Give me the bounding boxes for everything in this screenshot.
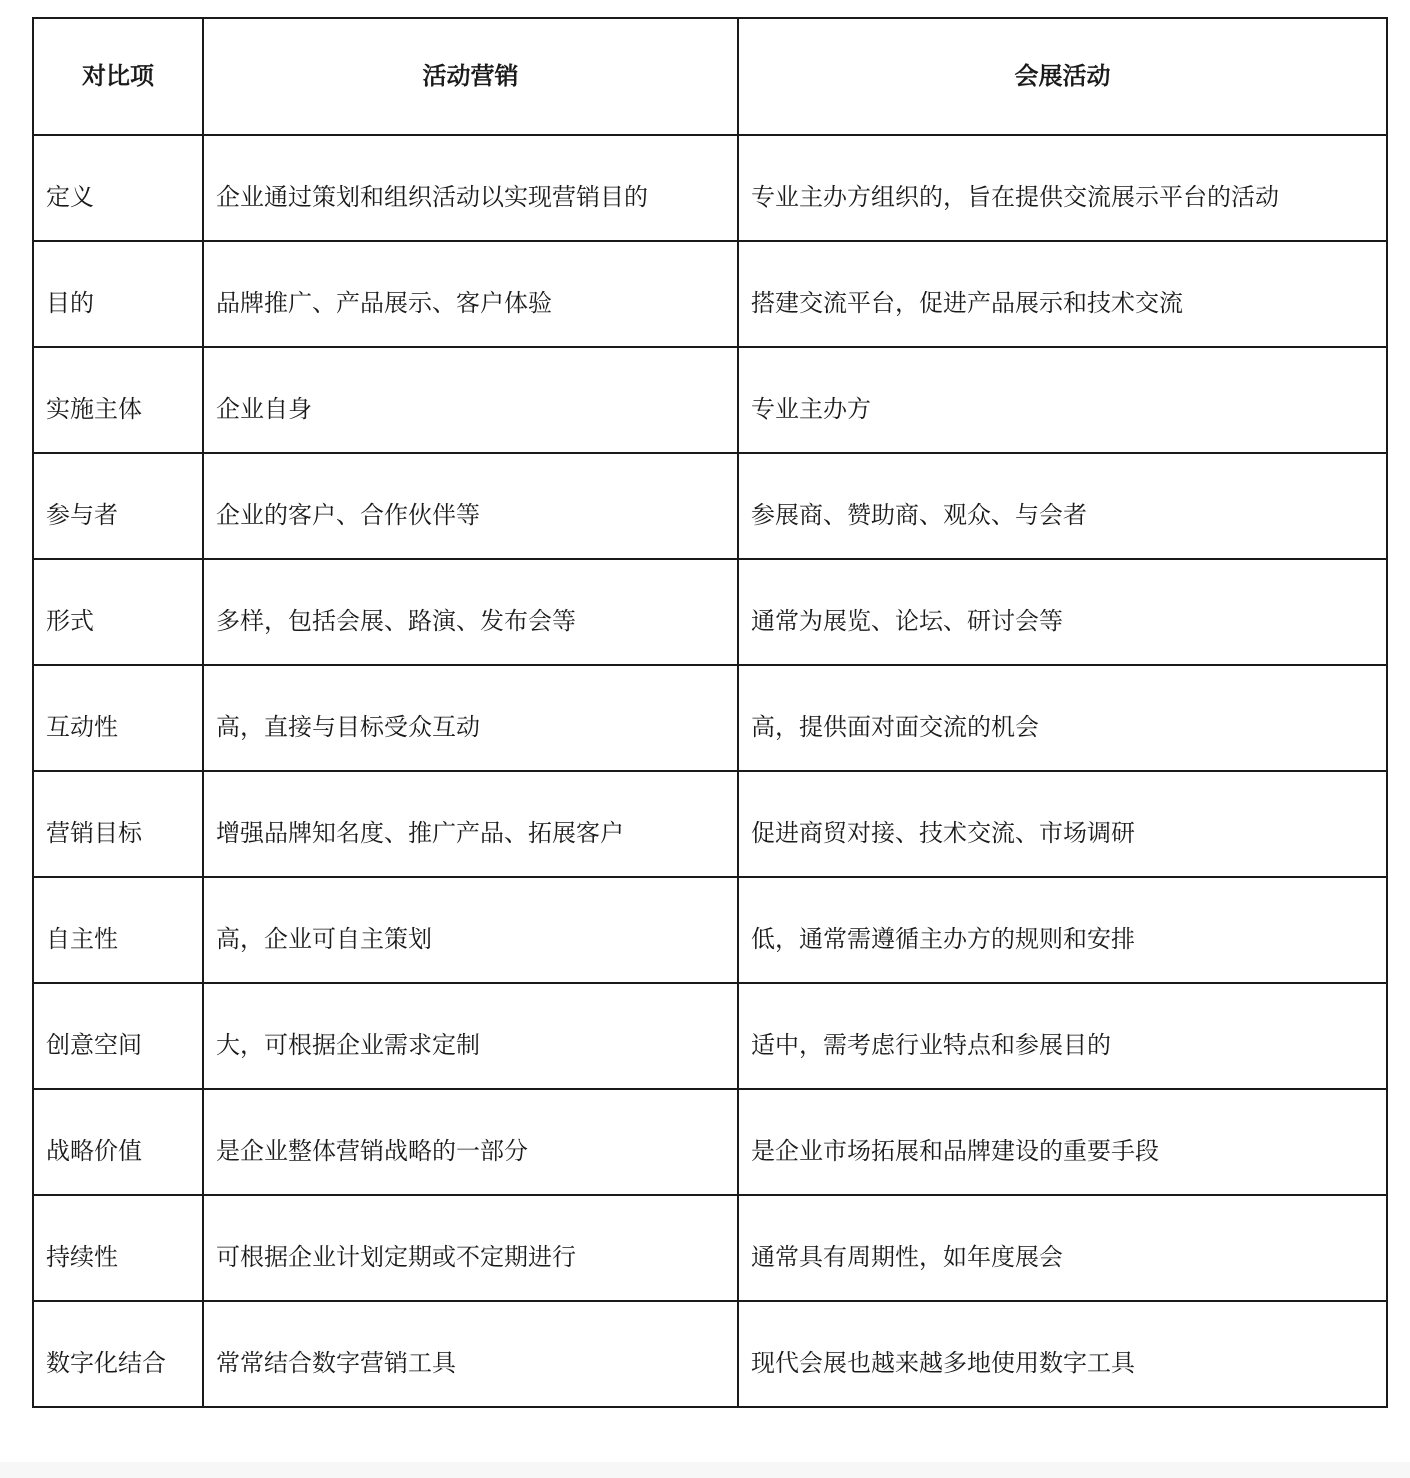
exhibition-cell: 低，通常需遵循主办方的规则和安排 [738,877,1387,983]
event-marketing-cell: 企业自身 [203,347,738,453]
table-row [33,877,1387,983]
event-marketing-cell: 大，可根据企业需求定制 [203,983,738,1089]
event-marketing-cell: 增强品牌知名度、推广产品、拓展客户 [203,771,738,877]
table-row [33,983,1387,1089]
row-label: 参与者 [33,453,203,559]
table-row [33,1301,1387,1407]
row-label: 创意空间 [33,983,203,1089]
table-row [33,135,1387,241]
exhibition-cell: 专业主办方组织的，旨在提供交流展示平台的活动 [738,135,1387,241]
table-row [33,453,1387,559]
event-marketing-cell: 品牌推广、产品展示、客户体验 [203,241,738,347]
table-row [33,1195,1387,1301]
row-label: 目的 [33,241,203,347]
row-label: 实施主体 [33,347,203,453]
table-row [33,559,1387,665]
event-marketing-cell: 可根据企业计划定期或不定期进行 [203,1195,738,1301]
exhibition-cell: 搭建交流平台，促进产品展示和技术交流 [738,241,1387,347]
event-marketing-cell: 高，直接与目标受众互动 [203,665,738,771]
event-marketing-cell: 常常结合数字营销工具 [203,1301,738,1407]
table-row [33,665,1387,771]
row-label: 战略价值 [33,1089,203,1195]
exhibition-cell: 通常具有周期性，如年度展会 [738,1195,1387,1301]
event-marketing-cell: 高，企业可自主策划 [203,877,738,983]
row-label: 持续性 [33,1195,203,1301]
exhibition-cell: 适中，需考虑行业特点和参展目的 [738,983,1387,1089]
header-exhibition: 会展活动 [738,18,1387,135]
exhibition-cell: 现代会展也越来越多地使用数字工具 [738,1301,1387,1407]
exhibition-cell: 是企业市场拓展和品牌建设的重要手段 [738,1089,1387,1195]
row-label: 定义 [33,135,203,241]
header-compare-item: 对比项 [33,18,203,135]
table-row [33,1089,1387,1195]
comparison-table [32,17,1388,1408]
event-marketing-cell: 多样，包括会展、路演、发布会等 [203,559,738,665]
row-label: 形式 [33,559,203,665]
header-row [33,18,1387,135]
event-marketing-cell: 企业的客户、合作伙伴等 [203,453,738,559]
table-row [33,241,1387,347]
exhibition-cell: 高，提供面对面交流的机会 [738,665,1387,771]
exhibition-cell: 专业主办方 [738,347,1387,453]
event-marketing-cell: 企业通过策划和组织活动以实现营销目的 [203,135,738,241]
row-label: 数字化结合 [33,1301,203,1407]
table-header [33,18,1387,135]
exhibition-cell: 促进商贸对接、技术交流、市场调研 [738,771,1387,877]
table-row [33,771,1387,877]
bottom-band [0,1462,1410,1478]
event-marketing-cell: 是企业整体营销战略的一部分 [203,1089,738,1195]
header-event-marketing: 活动营销 [203,18,738,135]
table-row [33,347,1387,453]
row-label: 互动性 [33,665,203,771]
row-label: 营销目标 [33,771,203,877]
exhibition-cell: 参展商、赞助商、观众、与会者 [738,453,1387,559]
row-label: 自主性 [33,877,203,983]
exhibition-cell: 通常为展览、论坛、研讨会等 [738,559,1387,665]
table-body [33,135,1387,1407]
